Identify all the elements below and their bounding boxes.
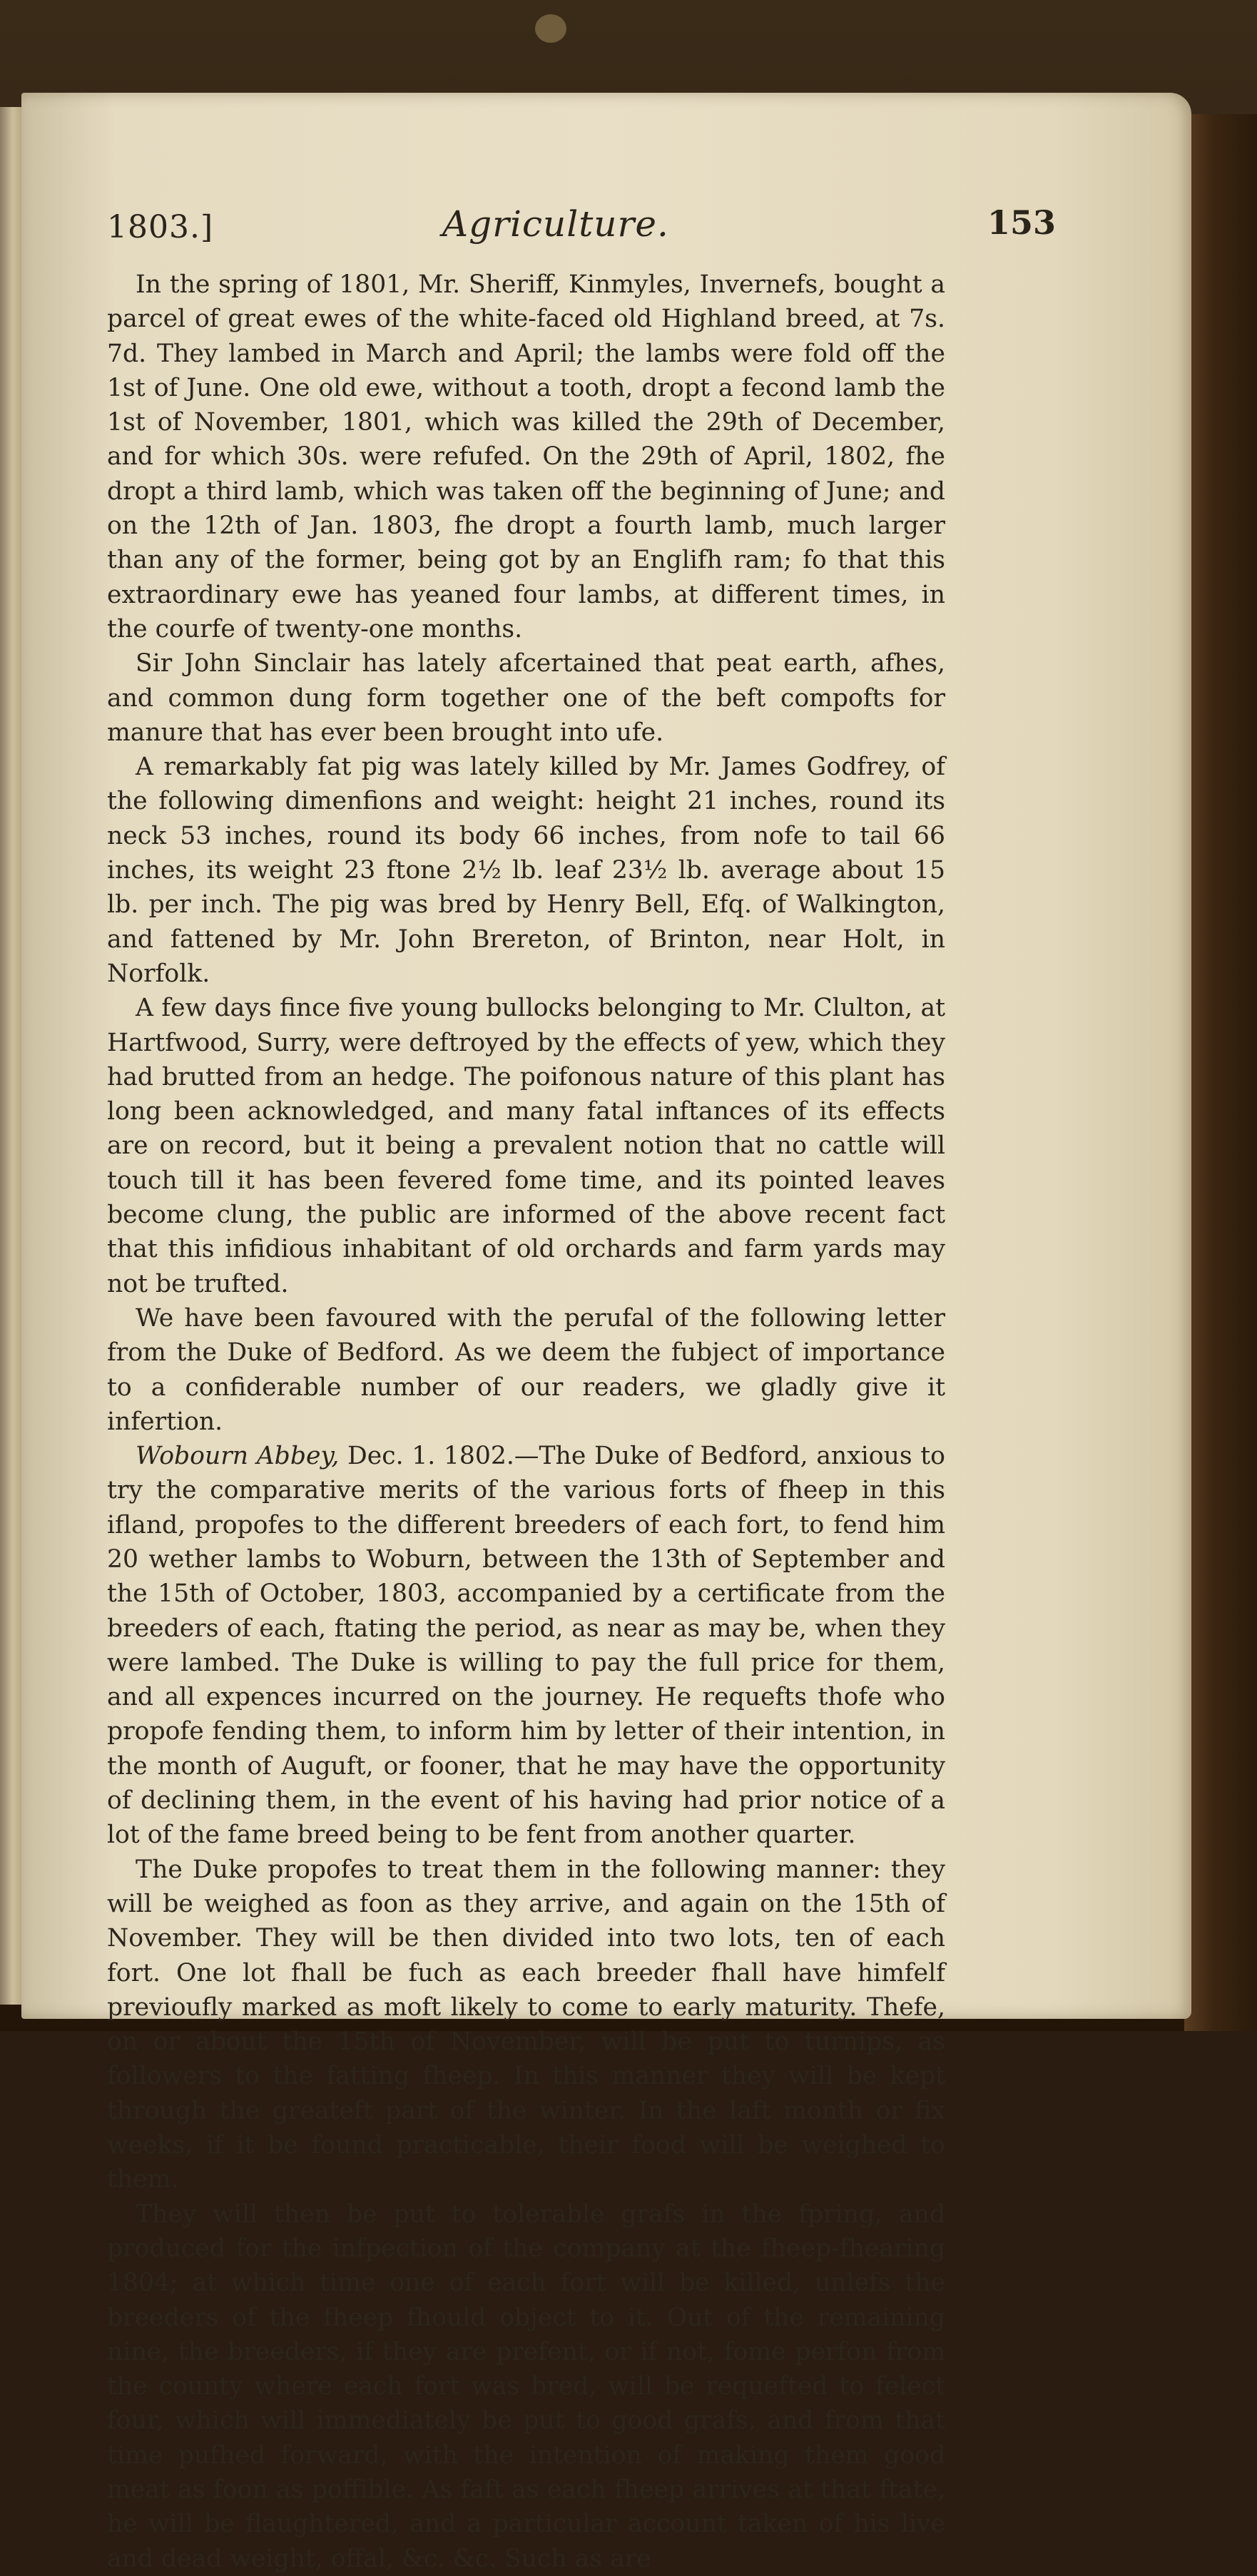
page-number: 153 [987, 203, 1056, 242]
paragraph-inspection: They will then be put to tolerable grafs in the fpring, and produced for the infpection of the company at the fheep-fhearing 1804; at which time one of each fort will be killed, unlefs the breeders of the fheep fhould object to it. Out of the remaining nine, the breeders, if they are prefent, or if not, fome perfon from the county where each fort was bred, will be requefted to felect four, which will immediately be put to good grafs, and from that time pufhed forward, with the intention of making them good meat as foon as poffible. As faft as each fheep arrives at that ftate, he will be flaughtered, and a particular account taken of his live and dead weight, offal, &c. &c. Such as are [107, 2199, 945, 2573]
body-text [107, 268, 945, 2576]
facing-page-edge [0, 107, 21, 2005]
header-year: 1803.] [107, 209, 214, 245]
paragraph-bedford-intro: We have been favoured with the perufal of the following letter from the Duke of Bedford. As we deem the fubject of importance to a confiderable number of our readers, we gladly give it infertion. [107, 1303, 945, 1436]
paragraph-fat-pig: A remarkably fat pig was lately killed by Mr. James Godfrey, of the following dimenfions and weight: height 21 inches, round its neck 53 inches, round its body 66 inches, from nofe to tail 66 inches, its weight 23 ftone 2½ lb. leaf 23½ lb. average about 15 lb. per inch. The pig was bred by Henry Bell, Efq. of Walkington, and fattened by Mr. John Brereton, of Brinton, near Holt, in Norfolk. [107, 753, 945, 988]
letter-text: Dec. 1. 1802.—The Duke of Bedford, anxious to try the comparative merits of the various forts of fheep in this ifland, propofes to the different breeders of each fort, to fend him 20 wether lambs to Woburn, between the 13th of September and the 15th of October, 1803, accompanied by a certificate from the breeders of each, ftating the period, as near as may be, when they were lambed. The Duke is willing to pay the full price for them, and all expences incurred on the journey. He requefts thofe who propofe fending them, to inform him by letter of their intention, in the month of Auguft, or fooner, that he may have the opportunity of declining them, in the event of his having had prior notice of a lot of the fame breed being to be fent from another quarter. [107, 1442, 945, 1850]
ink-stain [535, 14, 566, 43]
paragraph-compost: Sir John Sinclair has lately afcertained that peat earth, afhes, and common dung form together one of the beft compofts for manure that has ever been brought into ufe. [107, 649, 945, 747]
paragraph-treatment: The Duke propofes to treat them in the following manner: they will be weighed as foon as they arrive, and again on the 15th of November. They will be then divided into two lots, ten of each fort. One lot fhall be fuch as each breeder fhall have himfelf previoufly marked as moft likely to come to early maturity. Thefe, on or about the 15th of November, will be put to turnips, as followers to the fatting fheep. In this manner they will be kept through the greateft part of the winter. In the laft month or fix weeks, if it be found practicable, their food will be weighed to them. [107, 1855, 945, 2194]
book-cover-edge [1184, 114, 1257, 2031]
paragraph-sheep-ewe: In the spring of 1801, Mr. Sheriff, Kinmyles, Invernefs, bought a parcel of great ewes of the white-faced old Highland breed, at 7s. 7d. They lambed in March and April; the lambs were fold off the 1st of June. One old ewe, without a tooth, dropt a fecond lamb the 1st of November, 1801, which was killed the 29th of December, and for which 30s. were refufed. On the 29th of April, 1802, fhe dropt a third lamb, which was taken off the beginning of June; and on the 12th of Jan. 1803, fhe dropt a fourth lamb, much larger than any of the former, being got by an Englifh ram; fo that this extraordinary ewe has yeaned four lambs, at different times, in the courfe of twenty-one months. [107, 270, 945, 643]
paragraph-yew-bullocks: A few days fince five young bullocks belonging to Mr. Clulton, at Hartfwood, Surry, were deftroyed by the effects of yew, which they had brutted from an hedge. The poifonous nature of this plant has long been acknowledged, and many fatal inftances of its effects are on record, but it being a prevalent notion that no cattle will touch till it has been fevered fome time, and its pointed leaves become clung, the public are informed of the above recent fact that this infidious inhabitant of old orchards and farm yards may not be trufted. [107, 994, 945, 1298]
paragraph-woburn-letter [107, 1439, 945, 1853]
header-section-title: Agriculture. [442, 203, 669, 245]
letter-place: Wobourn Abbey, [136, 1442, 340, 1471]
running-header [107, 203, 1056, 253]
